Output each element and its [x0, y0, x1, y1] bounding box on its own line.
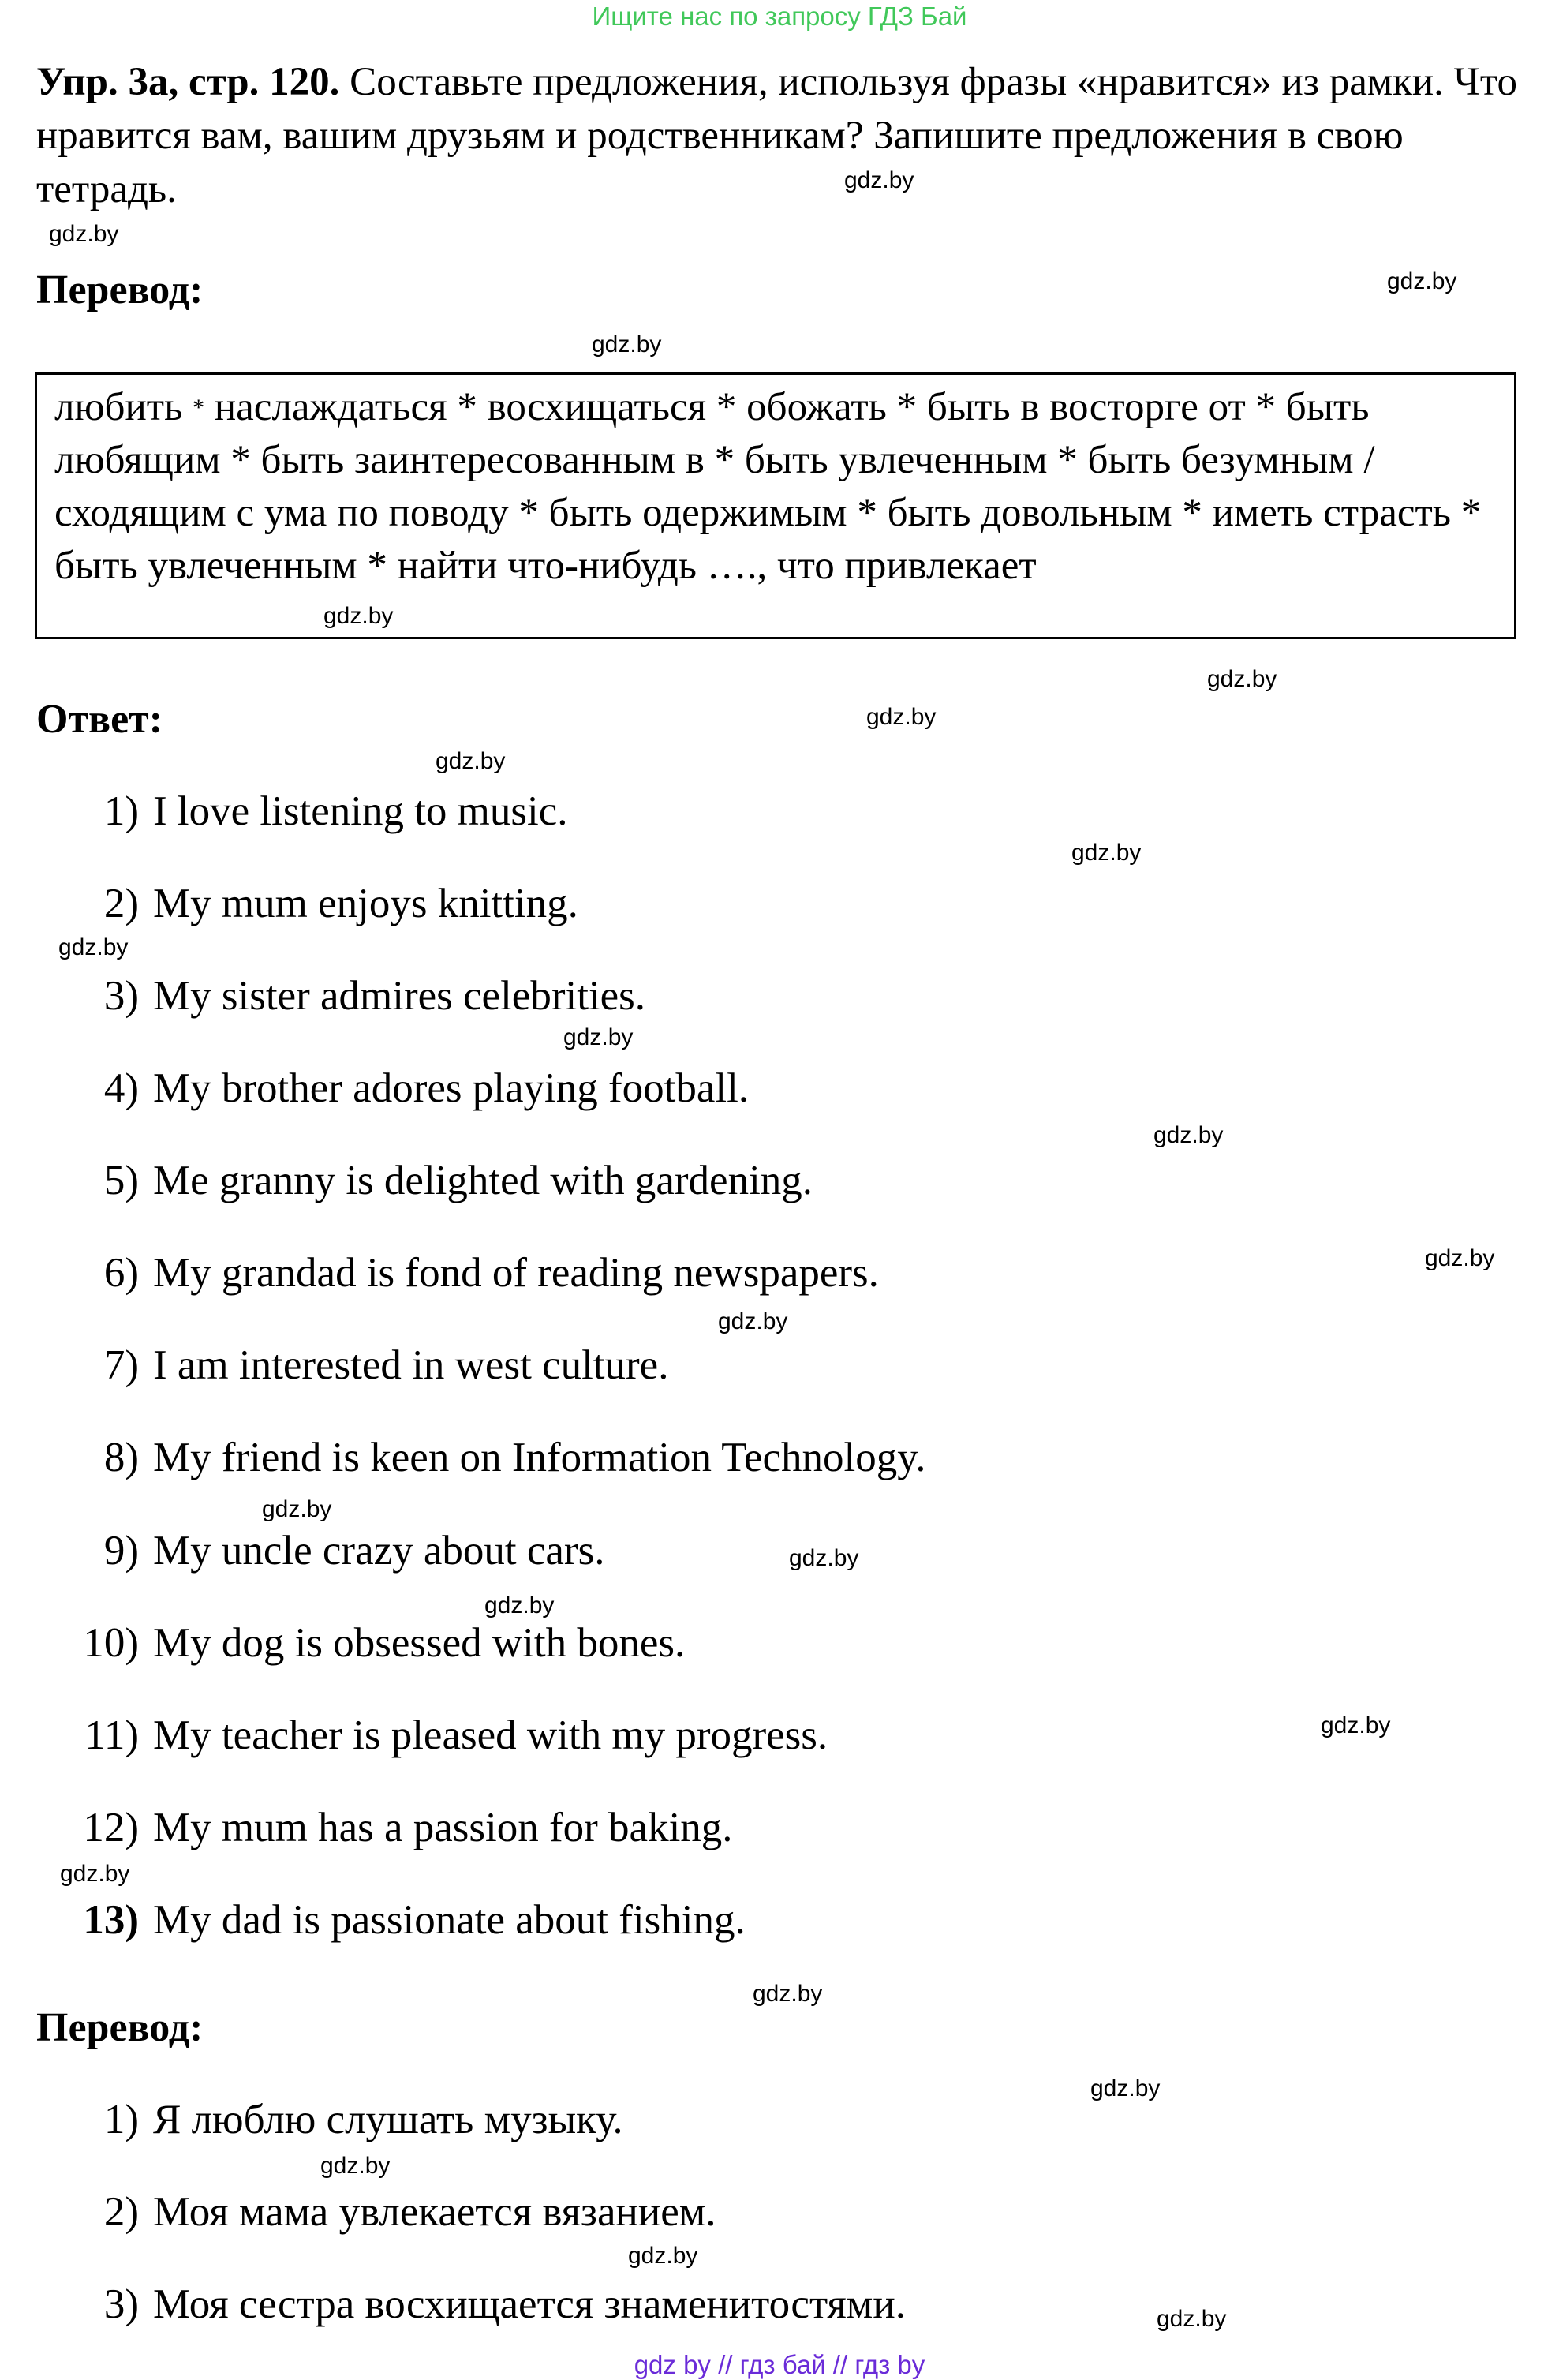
answer-text: I love listening to music. [153, 788, 568, 834]
translation-text: Моя сестра восхищается знаменитостями. [153, 2281, 906, 2327]
answer-number: 11) [84, 1712, 139, 1758]
watermark: gdz.by [1425, 1245, 1495, 1271]
watermark: gdz.by [60, 1861, 130, 1887]
phrase-first: любить [54, 385, 183, 429]
answer-item [0, 1527, 1559, 1582]
answer-number: 10) [83, 1620, 139, 1666]
watermark: gdz.by [1071, 840, 1142, 866]
answer-text: My friend is keen on Information Technology. [153, 1435, 926, 1480]
small-star: * [193, 395, 205, 421]
watermark: gdz.by [1321, 1712, 1391, 1738]
watermark: gdz.by [753, 1981, 823, 2007]
watermark: gdz.by [1387, 268, 1457, 294]
answer-item [0, 1434, 1559, 1489]
watermark: gdz.by [1207, 666, 1277, 692]
answer-text: My brother adores playing football. [153, 1065, 750, 1111]
watermark: gdz.by [844, 167, 914, 193]
answer-number: 2) [103, 881, 139, 926]
translation-item [0, 2188, 1559, 2243]
answer-text: My sister admires celebrities. [153, 973, 646, 1019]
watermark: gdz.by [789, 1545, 859, 1571]
watermark: gdz.by [320, 2153, 391, 2179]
phrase-list: наслаждаться * восхищаться * обожать * быть в восторге от * быть любящим * быть заинтересованным в * быть увлеченным * быть безумным / сходящим с ума по поводу * быть одержимым * быть довольным * иметь страсть * быть увлеченным * найти что-нибудь …., что привлекает [54, 385, 1482, 588]
watermark: gdz.by [436, 748, 506, 774]
translation-text: Моя мама увлекается вязанием. [153, 2189, 716, 2235]
answer-item [0, 1896, 1559, 1952]
phrase-box [35, 372, 1516, 639]
watermark: gdz.by [628, 2243, 698, 2269]
translation-item [0, 2281, 1559, 2336]
watermark: gdz.by [592, 331, 662, 357]
translation-number: 1) [103, 2097, 139, 2142]
answer-number: 8) [103, 1435, 139, 1480]
answer-text: My dad is passionate about fishing. [153, 1897, 746, 1943]
answer-text: Me granny is delighted with gardening. [153, 1158, 813, 1203]
answer-number: 12) [83, 1805, 139, 1850]
answer-number: 1) [103, 788, 139, 834]
answer-item [0, 880, 1559, 935]
answer-item [0, 972, 1559, 1027]
task-text: Составьте предложения, используя фразы «нравится» из рамки. Что нравится вам, вашим друзьям и родственникам? Запишите предложения в свою тетрадь. [36, 60, 1517, 211]
answer-item [0, 1157, 1559, 1212]
answer-item [0, 1065, 1559, 1120]
translation-item [0, 2096, 1559, 2151]
answer-item [0, 1619, 1559, 1675]
answer-number: 13) [83, 1897, 139, 1943]
answer-text: My grandad is fond of reading newspapers. [153, 1250, 879, 1296]
answer-item [0, 1249, 1559, 1304]
watermark: gdz.by [58, 934, 129, 960]
answer-number: 3) [103, 973, 139, 1019]
task-statement [36, 55, 1535, 216]
translation-heading: Перевод: [36, 268, 204, 312]
answer-text: My uncle crazy about cars. [153, 1528, 605, 1574]
translation-number: 2) [103, 2189, 139, 2235]
footer-links[interactable]: gdz by // гдз бай // гдз by [634, 2350, 925, 2379]
answer-number: 9) [103, 1528, 139, 1574]
watermark: gdz.by [563, 1024, 634, 1050]
translation-text: Я люблю слушать музыку. [153, 2097, 623, 2142]
answer-text: My mum has a passion for baking. [153, 1805, 733, 1850]
watermark: gdz.by [49, 221, 119, 247]
answer-item [0, 1804, 1559, 1859]
answer-text: I am interested in west culture. [153, 1342, 669, 1388]
answer-text: My teacher is pleased with my progress. [153, 1712, 828, 1758]
task-label: Упр. 3а, стр. 120. [36, 60, 340, 104]
answer-number: 7) [103, 1342, 139, 1388]
watermark: gdz.by [1157, 2306, 1227, 2332]
answer-number: 6) [103, 1250, 139, 1296]
watermark: gdz.by [1090, 2075, 1161, 2101]
translation-heading-2: Перевод: [36, 2005, 204, 2050]
answer-number: 5) [103, 1158, 139, 1203]
answer-text: My dog is obsessed with bones. [153, 1620, 686, 1666]
watermark: gdz.by [323, 603, 394, 629]
header-banner[interactable]: Ищите нас по запросу ГДЗ Бай [592, 2, 967, 31]
watermark: gdz.by [718, 1308, 788, 1334]
translation-number: 3) [103, 2281, 139, 2327]
answer-text: My mum enjoys knitting. [153, 881, 578, 926]
answer-item [0, 1342, 1559, 1397]
answer-number: 4) [103, 1065, 139, 1111]
watermark: gdz.by [262, 1496, 332, 1522]
watermark: gdz.by [1153, 1122, 1224, 1148]
watermark: gdz.by [866, 704, 937, 730]
answer-heading: Ответ: [36, 697, 163, 742]
watermark: gdz.by [484, 1592, 555, 1618]
answer-item [0, 788, 1559, 843]
